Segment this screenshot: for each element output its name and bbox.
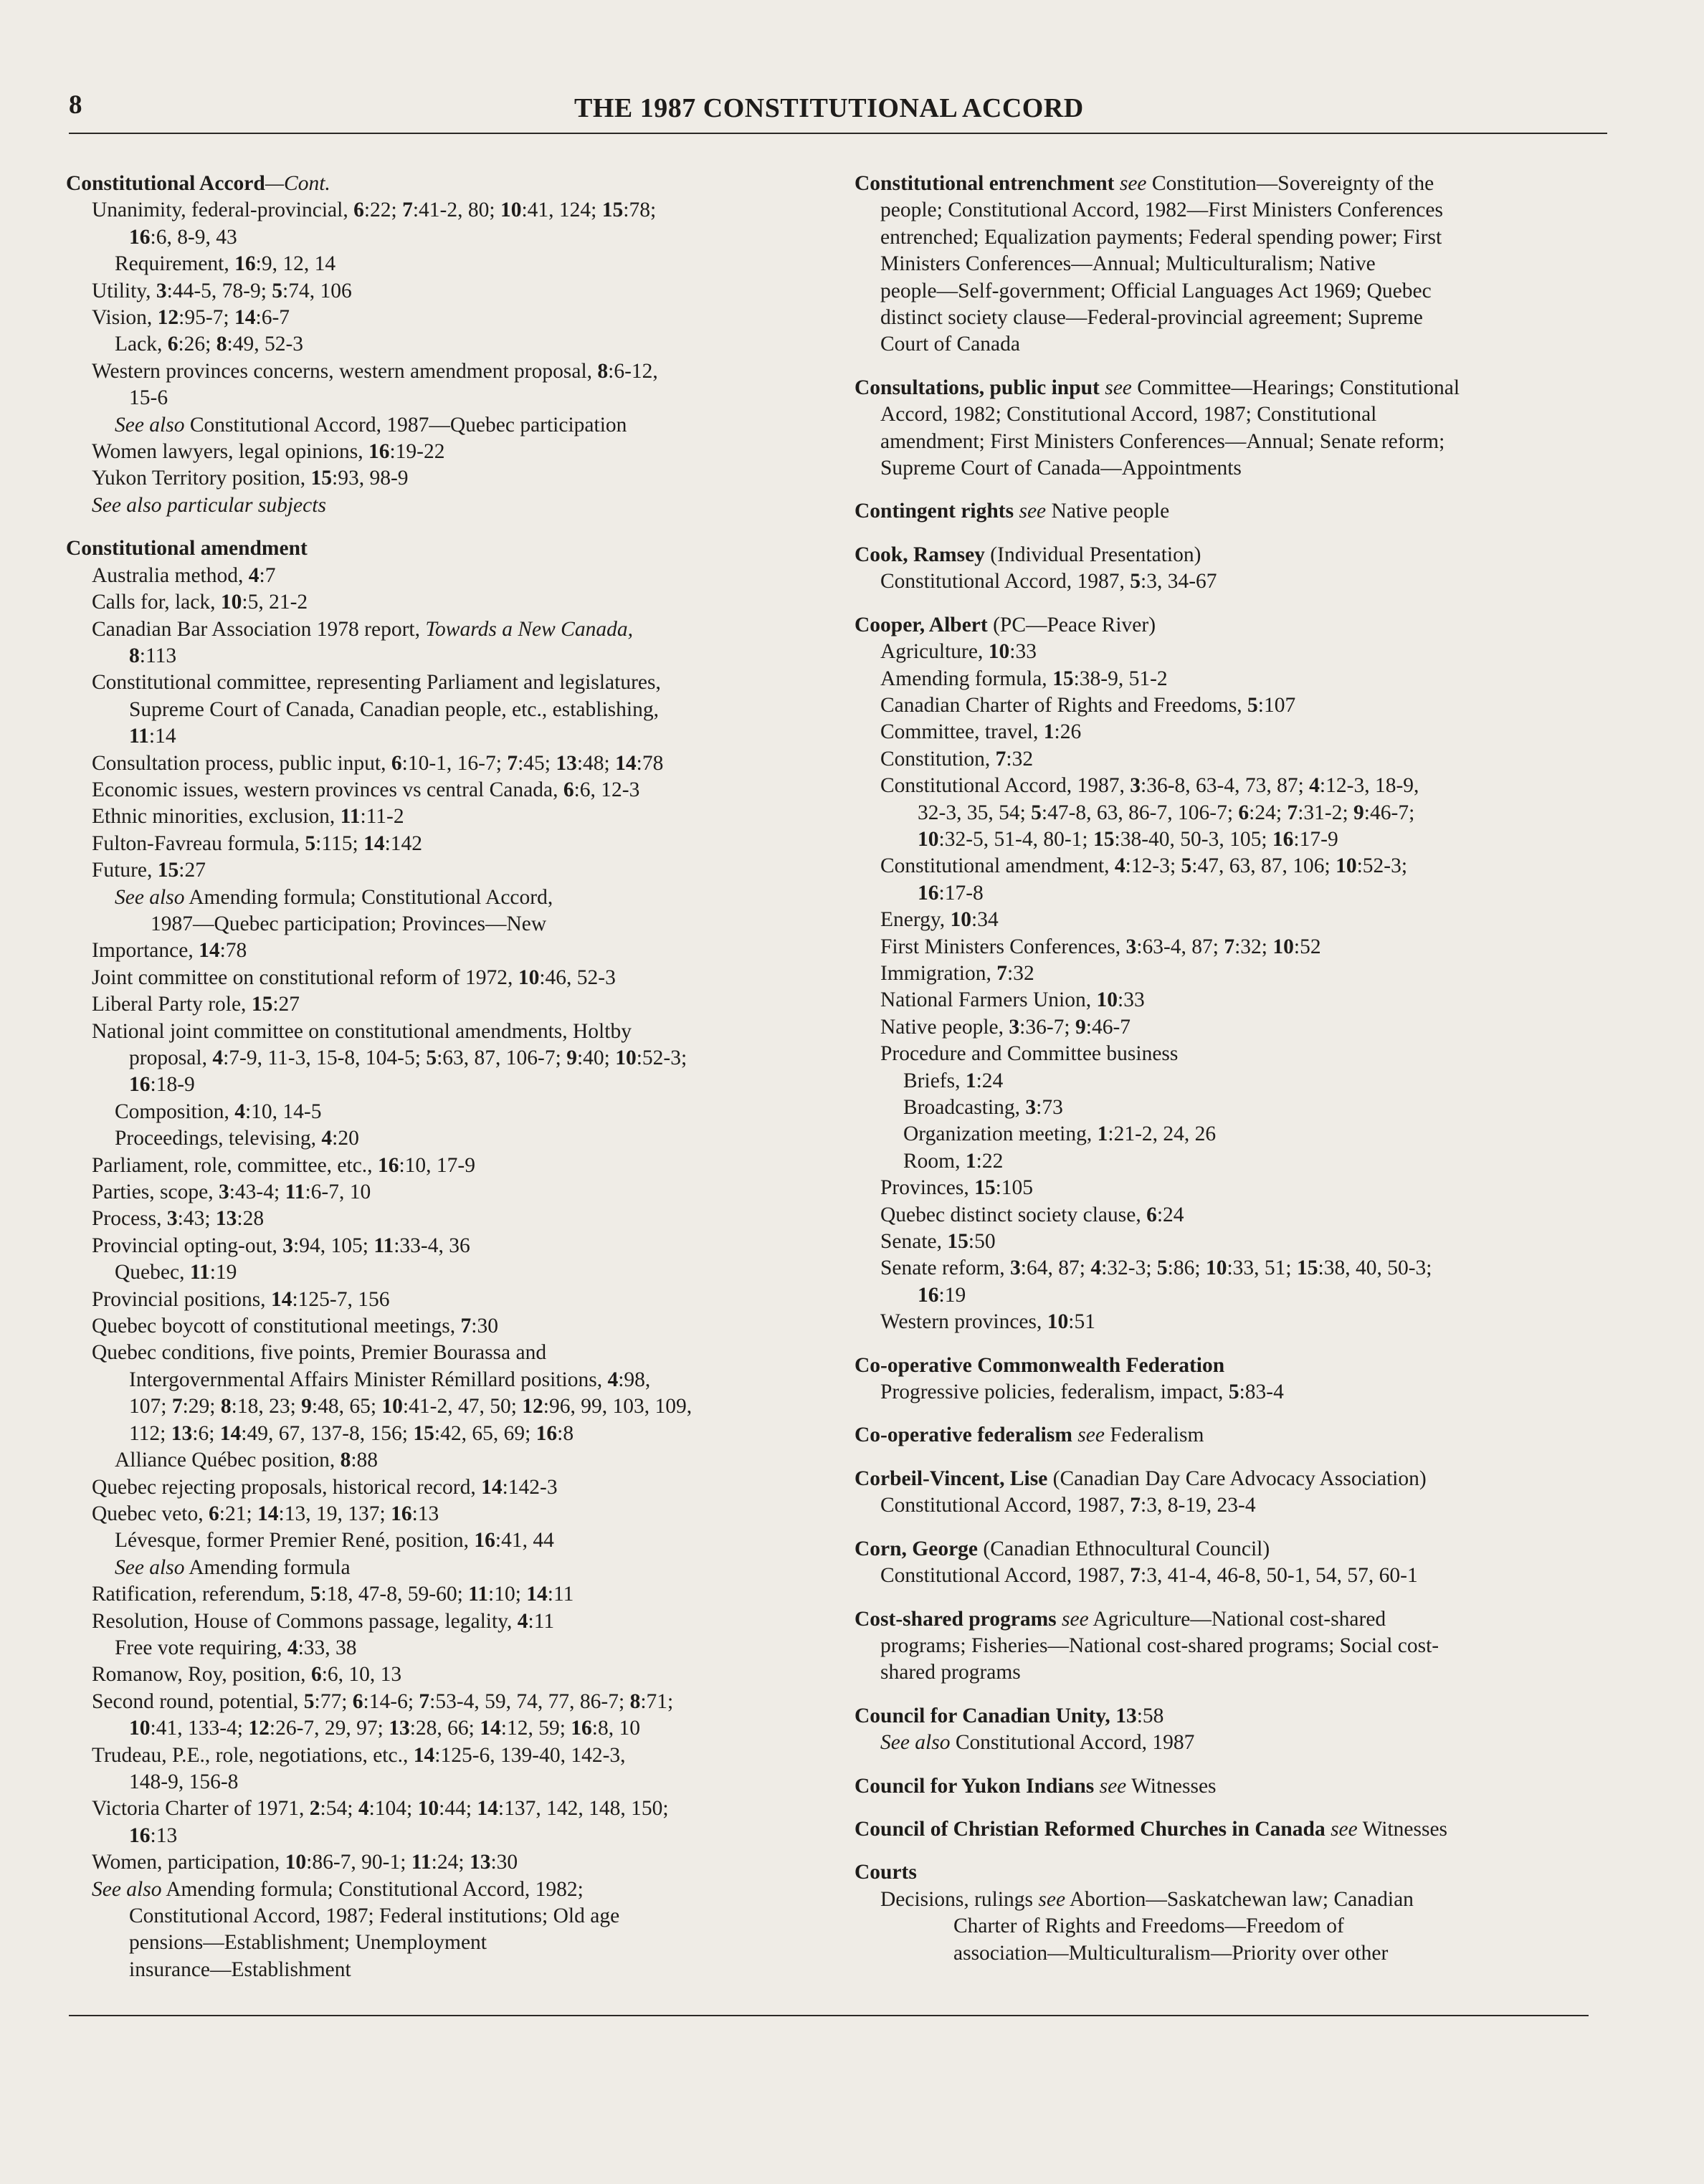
subentry-line: Broadcasting, 3:73 <box>903 1096 1063 1119</box>
running-head <box>69 90 1606 133</box>
page-number: 8 <box>69 90 82 120</box>
subentry-line: Amending formula, 15:38-9, 51-2 <box>880 667 1168 690</box>
subentry-line: Accord, 1982; Constitutional Accord, 1987; Constitutional <box>880 403 1377 426</box>
left-column <box>66 171 819 2000</box>
subentry-line: Canadian Charter of Rights and Freedoms, 5:107 <box>880 693 1296 717</box>
entry-heading: Council for Canadian Unity, 13:58 <box>855 1704 1164 1727</box>
subentry-line: 16:17-8 <box>918 881 984 905</box>
subentry-line: people—Self-government; Official Languages Act 1969; Quebec <box>880 279 1432 302</box>
subentry-line: 16:18-9 <box>129 1073 195 1097</box>
subentry-line: amendment; First Ministers Conferences—Annual; Senate reform; <box>880 429 1445 453</box>
subentry-line: Alliance Québec position, 8:88 <box>115 1449 379 1472</box>
subentry-line: Women lawyers, legal opinions, 16:19-22 <box>92 440 445 464</box>
subentry-line: distinct society clause—Federal-provincial agreement; Supreme <box>880 306 1423 330</box>
subentry-line: Quebec veto, 6:21; 14:13, 19, 137; 16:13 <box>92 1502 439 1525</box>
index-entry <box>855 498 1614 525</box>
subentry-line: Quebec rejecting proposals, historical record, 14:142-3 <box>92 1475 558 1499</box>
subentry-line: Quebec distinct society clause, 6:24 <box>880 1203 1184 1226</box>
entry-heading: Cost-shared programs see Agriculture—National cost-shared <box>855 1607 1386 1631</box>
entry-heading: Co-operative Commonwealth Federation <box>855 1353 1225 1377</box>
index-entry-constitutional-accord <box>66 171 819 519</box>
entry-heading: Co-operative federalism see Federalism <box>855 1424 1204 1447</box>
subentry-line: See also Amending formula <box>115 1555 351 1579</box>
entry-heading: Constitutional Accord—Cont. <box>66 172 330 195</box>
subentry-line: Energy, 10:34 <box>880 908 999 932</box>
entry-heading: Corbeil-Vincent, Lise (Canadian Day Care Advocacy Association) <box>855 1467 1427 1490</box>
subentry-line: Provincial positions, 14:125-7, 156 <box>92 1287 390 1311</box>
subentry-line: 16:6, 8-9, 43 <box>129 225 237 249</box>
subentry-line: Vision, 12:95-7; 14:6-7 <box>92 306 290 330</box>
subentry-line: Joint committee on constitutional reform of 1972, 10:46, 52-3 <box>92 965 616 989</box>
subentry-line: Constitutional Accord, 1987, 7:3, 41-4, 46-8, 50-1, 54, 57, 60-1 <box>880 1564 1418 1588</box>
subentry-line: Importance, 14:78 <box>92 939 247 963</box>
subentry-line: Parliament, role, committee, etc., 16:10, 17-9 <box>92 1153 475 1177</box>
entry-heading: Council for Yukon Indians see Witnesses <box>855 1774 1217 1798</box>
subentry-line: Liberal Party role, 15:27 <box>92 993 300 1016</box>
subentry-line: proposal, 4:7-9, 11-3, 15-8, 104-5; 5:63, 87, 106-7; 9:40; 10:52-3; <box>129 1046 687 1069</box>
subentry-line: National joint committee on constitutional amendments, Holtby <box>92 1019 632 1043</box>
subentry-line: See also particular subjects <box>92 493 326 517</box>
subentry-line: Economic issues, western provinces vs central Canada, 6:6, 12-3 <box>92 778 640 801</box>
subentry-line: Court of Canada <box>880 333 1020 356</box>
index-entry-constitutional-amendment <box>66 535 819 1983</box>
subentry-line: association—Multiculturalism—Priority over other <box>953 1941 1389 1965</box>
subentry-line: See also Constitutional Accord, 1987—Quebec participation <box>115 413 627 437</box>
subentry-line: entrenched; Equalization payments; Federal spending power; First <box>880 225 1442 249</box>
page-title: THE 1987 CONSTITUTIONAL ACCORD <box>574 93 1084 123</box>
subentry-line: 8:113 <box>129 644 177 667</box>
entry-heading: Cook, Ramsey (Individual Presentation) <box>855 543 1201 566</box>
subentry-line: Charter of Rights and Freedoms—Freedom of <box>953 1914 1344 1938</box>
entry-heading: Constitutional entrenchment see Constitution—Sovereignty of the <box>855 172 1434 195</box>
index-entry <box>855 1422 1614 1449</box>
subentry-line: Supreme Court of Canada—Appointments <box>880 457 1242 480</box>
subentry-line: Constitutional committee, representing Parliament and legislatures, <box>92 671 661 695</box>
subentry-line: See also Amending formula; Constitutional Accord, 1982; <box>92 1877 584 1901</box>
subentry-list <box>66 197 819 519</box>
subentry-line: Quebec conditions, five points, Premier Bourassa and <box>92 1341 547 1365</box>
subentry-line: 1987—Quebec participation; Provinces—New <box>151 912 547 935</box>
subentry-line: Senate reform, 3:64, 87; 4:32-3; 5:86; 10:33, 51; 15:38, 40, 50-3; <box>880 1256 1432 1280</box>
subentry-line: Ethnic minorities, exclusion, 11:11-2 <box>92 805 404 829</box>
subentry-line: Constitutional Accord, 1987, 3:36-8, 63-4, 73, 87; 4:12-3, 18-9, <box>880 774 1419 798</box>
entry-heading: Cooper, Albert (PC—Peace River) <box>855 613 1156 636</box>
subentry-line: Committee, travel, 1:26 <box>880 720 1082 744</box>
subentry-line: 107; 7:29; 8:18, 23; 9:48, 65; 10:41-2, 47, 50; 12:96, 99, 103, 109, <box>129 1395 692 1418</box>
subentry-line: Provincial opting-out, 3:94, 105; 11:33-4, 36 <box>92 1234 470 1257</box>
subentry-line: Room, 1:22 <box>903 1149 1004 1173</box>
subentry-line: 112; 13:6; 14:49, 67, 137-8, 156; 15:42, 65, 69; 16:8 <box>129 1421 574 1445</box>
subentry-line: programs; Fisheries—National cost-shared programs; Social cost- <box>880 1634 1439 1657</box>
subentry-line: insurance—Establishment <box>129 1958 351 1981</box>
subentry-line: Future, 15:27 <box>92 859 206 882</box>
entry-heading: Council of Christian Reformed Churches in Canada see Witnesses <box>855 1817 1448 1841</box>
subentry-line: Progressive policies, federalism, impact, 5:83-4 <box>880 1381 1284 1404</box>
subentry-line: Provinces, 15:105 <box>880 1176 1034 1200</box>
index-entry <box>855 1536 1614 1590</box>
index-entry <box>855 542 1614 596</box>
subentry-line: 16:13 <box>129 1823 178 1847</box>
subentry-line: Composition, 4:10, 14-5 <box>115 1100 322 1123</box>
subentry-line: Supreme Court of Canada, Canadian people, etc., establishing, <box>129 697 659 721</box>
index-entry <box>855 1859 1614 1967</box>
subentry-line: First Ministers Conferences, 3:63-4, 87; 7:32; 10:52 <box>880 935 1321 958</box>
subentry-line: Canadian Bar Association 1978 report, Towards a New Canada, <box>92 617 633 641</box>
subentry-line: Constitutional Accord, 1987, 7:3, 8-19, 23-4 <box>880 1494 1256 1517</box>
subentry-line: 16:19 <box>918 1283 966 1307</box>
subentry-line: Proceedings, televising, 4:20 <box>115 1127 359 1150</box>
subentry-line: See also Constitutional Accord, 1987 <box>880 1731 1195 1755</box>
index-entry <box>855 1773 1614 1800</box>
entry-heading: Constitutional amendment <box>66 537 308 561</box>
subentry-line: Fulton-Favreau formula, 5:115; 14:142 <box>92 831 423 855</box>
entry-heading: Courts <box>855 1861 917 1884</box>
subentry-line: Senate, 15:50 <box>880 1230 996 1254</box>
subentry-line: Constitutional amendment, 4:12-3; 5:47, 63, 87, 106; 10:52-3; <box>880 854 1408 878</box>
subentry-line: Yukon Territory position, 15:93, 98-9 <box>92 467 409 490</box>
index-entry <box>855 612 1614 1336</box>
subentry-line: Victoria Charter of 1971, 2:54; 4:104; 10:44; 14:137, 142, 148, 150; <box>92 1797 669 1821</box>
subentry-line: 148-9, 156-8 <box>129 1770 239 1793</box>
subentry-line: Ministers Conferences—Annual; Multiculturalism; Native <box>880 252 1376 276</box>
subentry-line: Women, participation, 10:86-7, 90-1; 11:24; 13:30 <box>92 1851 518 1874</box>
subentry-line: Free vote requiring, 4:33, 38 <box>115 1636 357 1659</box>
subentry-line: Trudeau, P.E., role, negotiations, etc., 14:125-6, 139-40, 142-3, <box>92 1743 626 1767</box>
index-entry <box>855 375 1614 482</box>
subentry-line: Unanimity, federal-provincial, 6:22; 7:41-2, 80; 10:41, 124; 15:78; <box>92 199 657 222</box>
entry-heading: Contingent rights see Native people <box>855 500 1170 523</box>
subentry-line: Lévesque, former Premier René, position, 16:41, 44 <box>115 1529 554 1553</box>
subentry-line: Procedure and Committee business <box>880 1042 1179 1066</box>
subentry-line: Intergovernmental Affairs Minister Rémillard positions, 4:98, <box>129 1368 651 1391</box>
subentry-line: Second round, potential, 5:77; 6:14-6; 7:53-4, 59, 74, 77, 86-7; 8:71; <box>92 1689 674 1713</box>
subentry-line: Native people, 3:36-7; 9:46-7 <box>880 1015 1131 1039</box>
subentry-line: Ratification, referendum, 5:18, 47-8, 59-60; 11:10; 14:11 <box>92 1583 574 1606</box>
subentry-line: Lack, 6:26; 8:49, 52-3 <box>115 333 304 356</box>
subentry-line: Briefs, 1:24 <box>903 1069 1004 1092</box>
subentry-line: Western provinces concerns, western amendment proposal, 8:6-12, <box>92 359 658 383</box>
subentry-line: 32-3, 35, 54; 5:47-8, 63, 86-7, 106-7; 6:24; 7:31-2; 9:46-7; <box>918 801 1415 824</box>
subentry-line: Consultation process, public input, 6:10-1, 16-7; 7:45; 13:48; 14:78 <box>92 751 664 775</box>
index-entry <box>855 1816 1614 1843</box>
index-entry <box>855 1466 1614 1520</box>
right-column <box>855 171 1614 1983</box>
subentry-line: Process, 3:43; 13:28 <box>92 1207 265 1231</box>
subentry-line: Utility, 3:44-5, 78-9; 5:74, 106 <box>92 279 352 302</box>
index-entry <box>855 1606 1614 1687</box>
subentry-line: 15-6 <box>129 386 168 410</box>
subentry-line: Organization meeting, 1:21-2, 24, 26 <box>903 1122 1217 1146</box>
index-entry <box>855 171 1614 358</box>
subentry-line: Quebec, 11:19 <box>115 1261 237 1284</box>
subentry-line: Quebec boycott of constitutional meetings, 7:30 <box>92 1315 498 1338</box>
subentry-list <box>66 563 819 1984</box>
subentry-line: Calls for, lack, 10:5, 21-2 <box>92 591 308 614</box>
subentry-line: Western provinces, 10:51 <box>880 1310 1095 1334</box>
subentry-line: 10:32-5, 51-4, 80-1; 15:38-40, 50-3, 105; 16:17-9 <box>918 827 1338 851</box>
subentry-line: Constitutional Accord, 1987, 5:3, 34-67 <box>880 570 1217 593</box>
subentry-line: 10:41, 133-4; 12:26-7, 29, 97; 13:28, 66; 14:12, 59; 16:8, 10 <box>129 1717 640 1740</box>
subentry-line: shared programs <box>880 1661 1021 1684</box>
subentry-line: Resolution, House of Commons passage, legality, 4:11 <box>92 1609 555 1633</box>
entry-heading: Corn, George (Canadian Ethnocultural Council) <box>855 1537 1270 1560</box>
header-rule <box>69 133 1607 134</box>
subentry-line: Decisions, rulings see Abortion—Saskatchewan law; Canadian <box>880 1887 1414 1911</box>
subentry-line: Requirement, 16:9, 12, 14 <box>115 252 336 276</box>
entry-heading: Consultations, public input see Committee—Hearings; Constitutional <box>855 376 1460 399</box>
subentry-line: pensions—Establishment; Unemployment <box>129 1931 487 1955</box>
subentry-line: 11:14 <box>129 725 176 748</box>
subentry-line: Immigration, 7:32 <box>880 961 1034 985</box>
subentry-line: Parties, scope, 3:43-4; 11:6-7, 10 <box>92 1181 371 1204</box>
subentry-line: Romanow, Roy, position, 6:6, 10, 13 <box>92 1663 402 1687</box>
subentry-line: See also Amending formula; Constitutional Accord, <box>115 885 553 909</box>
index-entry <box>855 1353 1614 1406</box>
subentry-line: Agriculture, 10:33 <box>880 640 1037 664</box>
subentry-line: National Farmers Union, 10:33 <box>880 988 1145 1012</box>
subentry-line: Australia method, 4:7 <box>92 563 276 587</box>
subentry-line: people; Constitutional Accord, 1982—First Ministers Conferences <box>880 199 1443 222</box>
subentry-line: Constitution, 7:32 <box>880 747 1034 771</box>
subentry-line: Constitutional Accord, 1987; Federal institutions; Old age <box>129 1904 620 1927</box>
index-entry <box>855 1703 1614 1757</box>
footer-rule <box>69 2015 1589 2016</box>
